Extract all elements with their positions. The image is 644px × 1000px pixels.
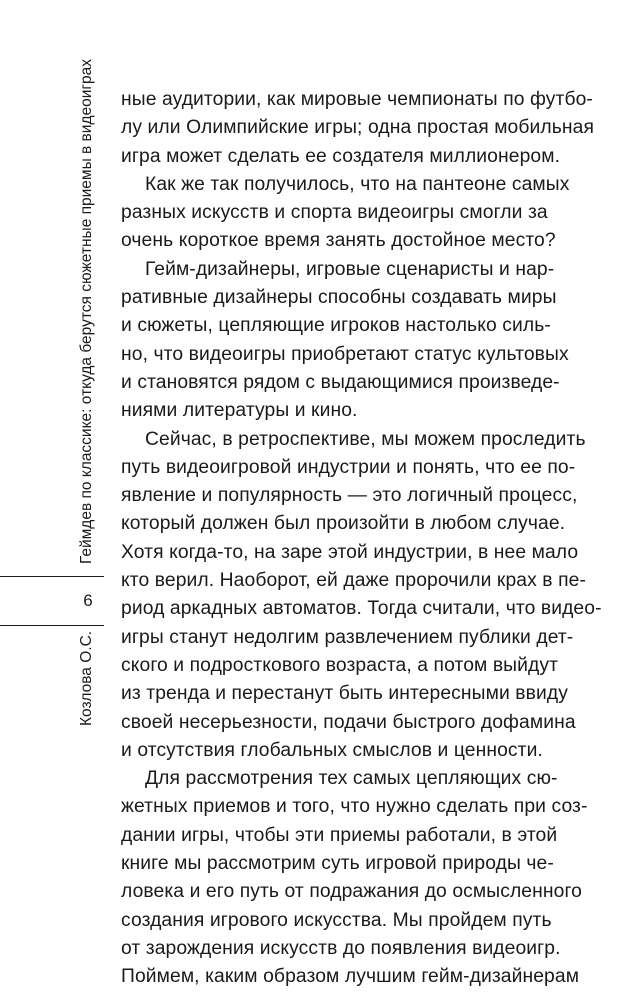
text-line: и становятся рядом с выдающимися произведе- <box>121 371 560 393</box>
text-line: своей несерьезности, подачи быстрого дофамина <box>121 711 576 733</box>
text-line: от зарождения искусств до появления видеоигр. <box>121 937 561 959</box>
text-line: очень короткое время занять достойное место? <box>121 230 556 252</box>
text-line: дании игры, чтобы эти приемы работали, в этой <box>121 824 558 846</box>
margin-rule-bottom <box>0 625 104 626</box>
running-head-author: Козлова О.С. <box>78 630 95 726</box>
text-line: путь видеоигровой индустрии и понять, что ее по- <box>121 456 576 478</box>
text-line: книге мы рассмотрим суть игровой природы че- <box>121 853 554 875</box>
text-line: лу или Олимпийские игры; одна простая мобильная <box>121 117 595 139</box>
text-line: Для рассмотрения тех самых цепляющих сю- <box>145 768 558 790</box>
text-line: Хотя когда-то, на заре этой индустрии, в нее мало <box>121 541 579 563</box>
body-text <box>121 86 602 992</box>
text-line: и сюжеты, цепляющие игроков настолько силь- <box>121 315 551 337</box>
text-line: ниями литературы и кино. <box>121 400 358 422</box>
text-line: но, что видеоигры приобретают статус культовых <box>121 343 569 365</box>
page-number: 6 <box>83 591 93 610</box>
text-line: создания игрового искусства. Мы пройдем путь <box>121 909 552 931</box>
text-line: ные аудитории, как мировые чемпионаты по футбо- <box>121 89 593 110</box>
text-line: и отсутствия глобальных смыслов и ценности. <box>121 739 543 761</box>
text-line: явление и популярность — это логичный процесс, <box>121 485 578 507</box>
text-line: игра может сделать ее создателя миллионером. <box>121 145 561 167</box>
margin-rule-top <box>0 576 104 577</box>
text-line: Поймем, каким образом лучшим гейм-дизайнерам <box>121 966 580 988</box>
text-line: кто верил. Наоборот, ей даже пророчили крах в пе- <box>121 570 586 592</box>
text-line: ловека и его путь от подражания до осмысленного <box>121 881 582 903</box>
text-line: Гейм-дизайнеры, игровые сценаристы и нар- <box>145 258 555 280</box>
text-line: ского и подросткового возраста, а потом выйдут <box>121 654 559 676</box>
text-line: Как же так получилось, что на пантеоне самых <box>145 173 570 195</box>
text-line: Сейчас, в ретроспективе, мы можем проследить <box>145 428 586 450</box>
text-line: который должен был произойти в любом случае. <box>121 513 566 535</box>
running-head-title: Геймдев по классике: откуда берутся сюжетные приемы в видеоиграх <box>78 58 95 564</box>
text-line: разных искусств и спорта видеоигры смогли за <box>121 202 548 224</box>
text-line: игры станут недолгим развлечением публики дет- <box>121 626 574 648</box>
text-line: риод аркадных автоматов. Тогда считали, что видео- <box>121 598 602 620</box>
text-line: из тренда и перестанут быть интересными ввиду <box>121 683 568 705</box>
text-line: жетных приемов и того, что нужно сделать при соз- <box>121 796 588 818</box>
text-line: ративные дизайнеры способны создавать миры <box>121 287 557 309</box>
